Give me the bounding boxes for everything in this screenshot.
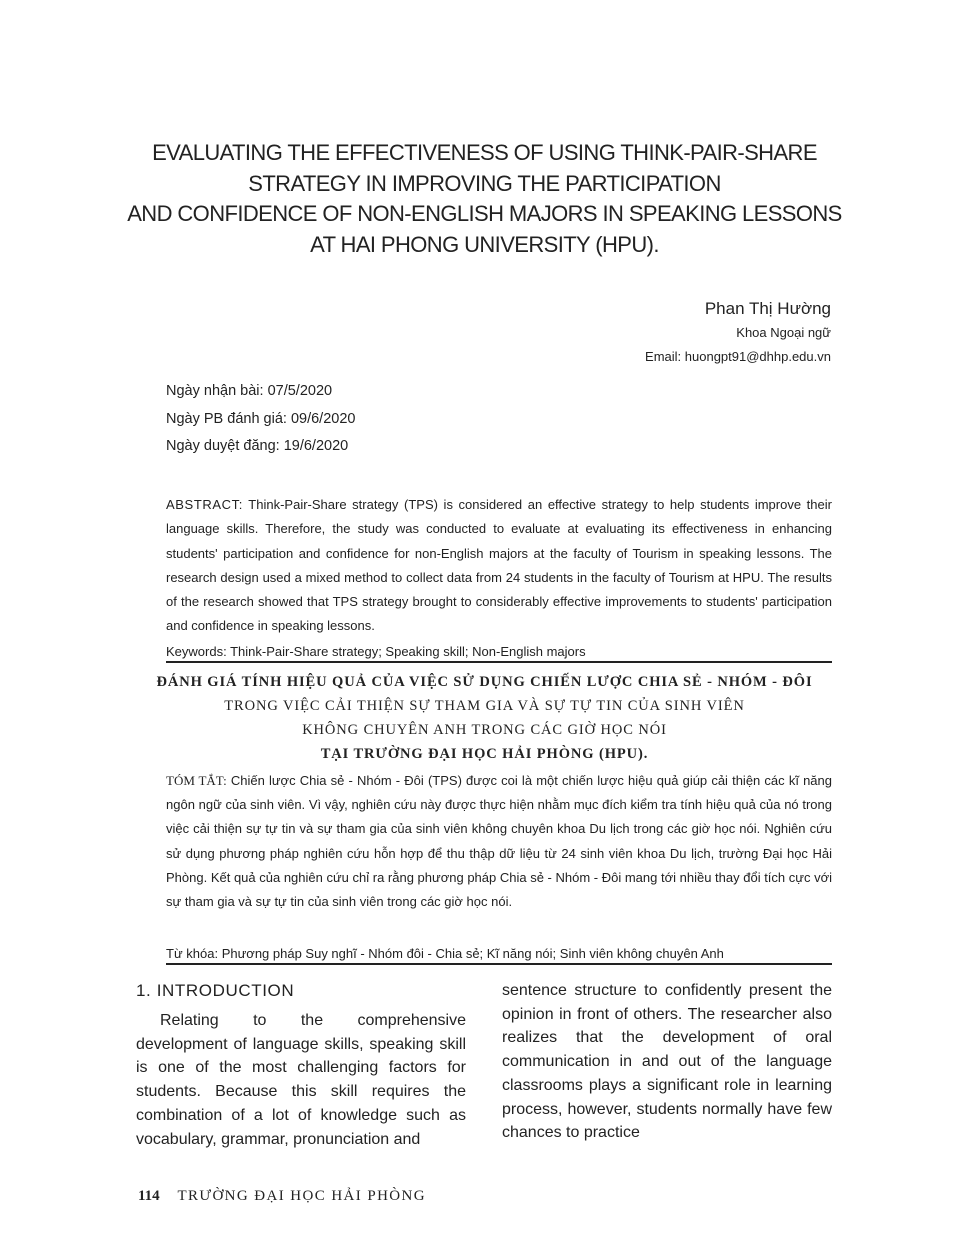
submission-dates (166, 378, 355, 461)
vietnamese-abstract (166, 769, 832, 914)
page-number: 114 (138, 1188, 160, 1204)
tomtat-label: TÓM TẮT: (166, 773, 227, 788)
title-line: STRATEGY IN IMPROVING THE PARTICIPATION (248, 170, 721, 196)
abstract-label: ABSTRACT: (166, 497, 243, 512)
abstract-text: Think-Pair-Share strategy (TPS) is considered an effective strategy to help students improve their language skills. Therefore, the study was conducted to evaluate at evaluating its effectiveness in enhancing students' participation and confidence for non-English majors at the faculty of Tourism in speaking lessons. The research design used a mixed method to collect data from 24 students in the faculty of Tourism at HPU. The results of the research showed that TPS strategy brought to considerably effective improvements to students' participation and confidence in speaking lessons. (166, 497, 832, 634)
journal-name: TRƯỜNG ĐẠI HỌC HẢI PHÒNG (177, 1188, 427, 1204)
section-heading: 1. INTRODUCTION (136, 981, 295, 1000)
author-name: Phan Thị Hường (704, 299, 831, 318)
keywords-text: Think-Pair-Share strategy; Speaking skill; Non-English majors (230, 644, 586, 659)
tukhoa-label: Từ khóa: (166, 946, 219, 961)
title-line: AND CONFIDENCE OF NON-ENGLISH MAJORS IN SPEAKING LESSONS (127, 201, 842, 226)
intro-paragraph: Relating to the comprehensive development of language skills, speaking skill is one of the most challenging factors for students. Because this skill requires the combination of a lot of knowledge such as vocabulary, grammar, pronunciation and (136, 1012, 466, 1148)
page-footer (138, 1188, 426, 1205)
author-email: Email: huongpt91@dhhp.edu.vn (645, 349, 831, 364)
title-line: AT HAI PHONG UNIVERSITY (HPU). (310, 231, 659, 257)
vn-title-line: KHÔNG CHUYÊN ANH TRONG CÁC GIỜ HỌC NÓI (302, 722, 667, 738)
vn-title-line: ĐÁNH GIÁ TÍNH HIỆU QUẢ CỦA VIỆC SỬ DỤNG CHIẾN LƯỢC CHIA SẺ - NHÓM - ĐÔI (156, 674, 813, 690)
vietnamese-title (120, 670, 849, 766)
vn-title-line: TRONG VIỆC CẢI THIỆN SỰ THAM GIA VÀ SỰ TỰ TIN CỦA SINH VIÊN (224, 698, 745, 714)
date-approved: Ngày duyệt đăng: 19/6/2020 (166, 438, 349, 454)
title-line: EVALUATING THE EFFECTIVENESS OF USING THINK-PAIR-SHARE (152, 140, 817, 165)
date-received: Ngày nhận bài: 07/5/2020 (166, 383, 333, 399)
column-left (136, 979, 466, 1151)
divider (166, 963, 832, 965)
divider (166, 661, 832, 663)
paper-title (120, 138, 849, 260)
keywords (166, 643, 832, 661)
intro-paragraph-continued: sentence structure to confidently present the opinion in front of others. The researcher also realizes that the development of oral communication in and out of the language classrooms plays a significant role in learning process, however, students normally have few chances to practice (502, 982, 832, 1142)
tukhoa-text: Phương pháp Suy nghĩ - Nhóm đôi - Chia sẻ; Kĩ năng nói; Sinh viên không chuyên Anh (221, 946, 724, 961)
author-block (645, 296, 831, 370)
abstract (166, 493, 832, 639)
tomtat-text: Chiến lược Chia sẻ - Nhóm - Đôi (TPS) được coi là một chiến lược hiệu quả giúp cải thiện các kĩ năng ngôn ngữ của sinh viên. Vì vậy, nghiên cứu này được thực hiện nhằm mục đích kiểm tra tính hiệu quả của nó trong việc cải thiện sự tự tin và sự tham gia của sinh viên không chuyên khoa Du lịch trong các giờ học nói. Nghiên cứu sử dụng phương pháp nghiên cứu hỗn hợp để thu thập dữ liệu từ 24 sinh viên khoa Du lịch, trường Đại học Hải Phòng. Kết quả của nghiên cứu chỉ ra rằng phương pháp Chia sẻ - Nhóm - Đôi mang tới nhiều thay đổi tích cực với sự tham gia và sự tự tin của sinh viên trong các giờ học nói. (166, 773, 832, 910)
column-right (502, 979, 832, 1145)
vietnamese-keywords (166, 945, 832, 963)
author-department: Khoa Ngoại ngữ (736, 325, 831, 340)
date-reviewed: Ngày PB đánh giá: 09/6/2020 (166, 410, 356, 427)
vn-title-line: TẠI TRƯỜNG ĐẠI HỌC HẢI PHÒNG (HPU). (320, 746, 649, 762)
keywords-label: Keywords: (166, 644, 227, 659)
